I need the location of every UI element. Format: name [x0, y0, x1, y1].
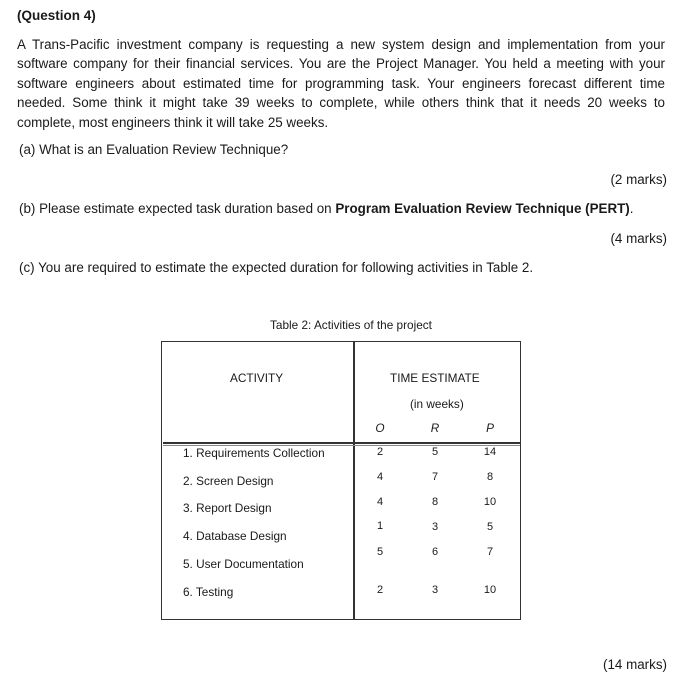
- row-4-o: 1: [376, 520, 384, 532]
- row-6-r: 3: [431, 584, 439, 596]
- question-paragraph: A Trans-Pacific investment company is requesting a new system design and implementation from your software company for their financial services. You are the Project Manager. You held a meeting with your software engineers about estimated time for programming task. Your engineers forecast different time needed. Some think it might take 39 weeks to complete, while others think that it needs 20 weeks to complete, most engineers think it will take 25 weeks.: [17, 37, 665, 130]
- row-2-p: 8: [486, 471, 494, 483]
- row-3-p: 10: [483, 496, 497, 508]
- col-header-o: O: [375, 421, 385, 435]
- col-header-r: R: [430, 421, 440, 435]
- activity-row-1: 1. Requirements Collection: [183, 446, 325, 460]
- row-3-r: 8: [431, 496, 439, 508]
- row-5-p: 7: [486, 546, 494, 558]
- row-4-p: 5: [486, 521, 494, 533]
- part-c-text: (c) You are required to estimate the expected duration for following activities in Table 2.: [19, 260, 534, 275]
- activity-row-5: 5. User Documentation: [183, 557, 304, 571]
- part-b-text: [19, 201, 634, 216]
- part-b-bold: Program Evaluation Review Technique (PERT): [335, 201, 630, 216]
- time-estimate-header: TIME ESTIMATE: [390, 371, 480, 385]
- part-a-marks: (2 marks): [610, 172, 667, 187]
- row-2-o: 4: [376, 471, 384, 483]
- activity-row-3: 3. Report Design: [183, 501, 272, 515]
- col-header-p: P: [486, 421, 494, 435]
- activity-header: ACTIVITY: [230, 371, 284, 385]
- activity-row-2: 2. Screen Design: [183, 474, 274, 488]
- row-6-o: 2: [376, 584, 384, 596]
- part-b-marks: (4 marks): [610, 231, 667, 246]
- part-b-suffix: .: [629, 201, 634, 216]
- row-3-o: 4: [376, 496, 384, 508]
- table-divider-horizontal: [163, 442, 520, 444]
- table-divider-vertical: [353, 342, 355, 619]
- row-1-o: 2: [376, 446, 384, 458]
- question-title: (Question 4): [17, 8, 96, 23]
- table-caption: Table 2: Activities of the project: [270, 318, 432, 332]
- row-6-p: 10: [483, 584, 497, 596]
- row-4-r: 3: [431, 521, 439, 533]
- unit-label: (in weeks): [410, 397, 464, 411]
- total-marks: (14 marks): [603, 657, 667, 672]
- row-1-r: 5: [431, 446, 439, 458]
- part-b-prefix: (b) Please estimate expected task duration based on: [19, 201, 336, 216]
- row-5-o: 5: [376, 546, 384, 558]
- row-5-r: 6: [431, 546, 439, 558]
- activity-row-6: 6. Testing: [183, 585, 234, 599]
- activity-row-4: 4. Database Design: [183, 529, 287, 543]
- row-1-p: 14: [483, 446, 497, 458]
- part-a-text: (a) What is an Evaluation Review Technique?: [19, 142, 289, 157]
- row-2-r: 7: [431, 471, 439, 483]
